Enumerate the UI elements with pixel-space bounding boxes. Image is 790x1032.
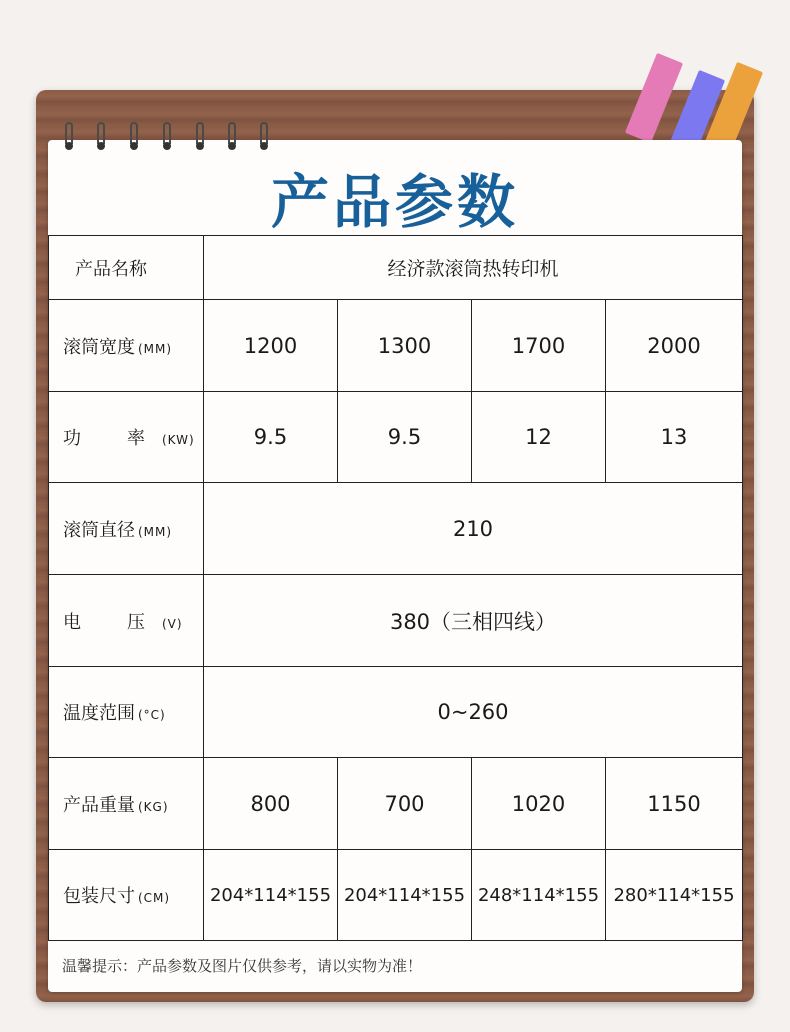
weight-value: 700 <box>338 758 472 850</box>
width-value: 1700 <box>472 300 606 392</box>
diameter-value: 210 <box>204 483 743 575</box>
table-row-width <box>49 300 743 392</box>
binding-ring <box>162 122 172 154</box>
package-value: 280*114*155 <box>606 850 743 941</box>
package-value: 204*114*155 <box>338 850 472 941</box>
binding-ring <box>195 122 205 154</box>
table-row-voltage <box>49 575 743 667</box>
binding-ring <box>129 122 139 154</box>
weight-label: 产品重量 (KG) <box>49 758 204 850</box>
temperature-label: 温度范围 (°C) <box>49 667 204 758</box>
voltage-label: 电 压 (V) <box>49 575 204 667</box>
width-value: 1300 <box>338 300 472 392</box>
spec-table <box>48 235 743 941</box>
weight-value: 1150 <box>606 758 743 850</box>
table-row-power <box>49 392 743 483</box>
voltage-value: 380（三相四线） <box>204 575 743 667</box>
width-value: 2000 <box>606 300 743 392</box>
footnote: 温馨提示：产品参数及图片仅供参考，请以实物为准！ <box>62 957 423 975</box>
binding-ring <box>227 122 237 154</box>
width-label: 滚筒宽度 (MM) <box>49 300 204 392</box>
weight-value: 800 <box>204 758 338 850</box>
product-name-value: 经济款滚筒热转印机 <box>204 236 743 300</box>
power-value: 9.5 <box>204 392 338 483</box>
power-label: 功 率 (KW) <box>49 392 204 483</box>
temperature-value: 0~260 <box>204 667 743 758</box>
table-row-weight <box>49 758 743 850</box>
width-value: 1200 <box>204 300 338 392</box>
binding-ring <box>259 122 269 154</box>
page-title: 产品参数 <box>270 168 519 236</box>
table-row-package <box>49 850 743 941</box>
binding-ring <box>64 122 74 154</box>
package-value: 248*114*155 <box>472 850 606 941</box>
power-value: 12 <box>472 392 606 483</box>
binding-ring <box>96 122 106 154</box>
table-row-product-name <box>49 236 743 300</box>
power-value: 13 <box>606 392 743 483</box>
weight-value: 1020 <box>472 758 606 850</box>
table-row-temperature <box>49 667 743 758</box>
package-value: 204*114*155 <box>204 850 338 941</box>
product-name-label: 产品名称 <box>49 236 204 300</box>
table-row-diameter <box>49 483 743 575</box>
power-value: 9.5 <box>338 392 472 483</box>
package-label: 包装尺寸 (CM) <box>49 850 204 941</box>
diameter-label: 滚筒直径 (MM) <box>49 483 204 575</box>
